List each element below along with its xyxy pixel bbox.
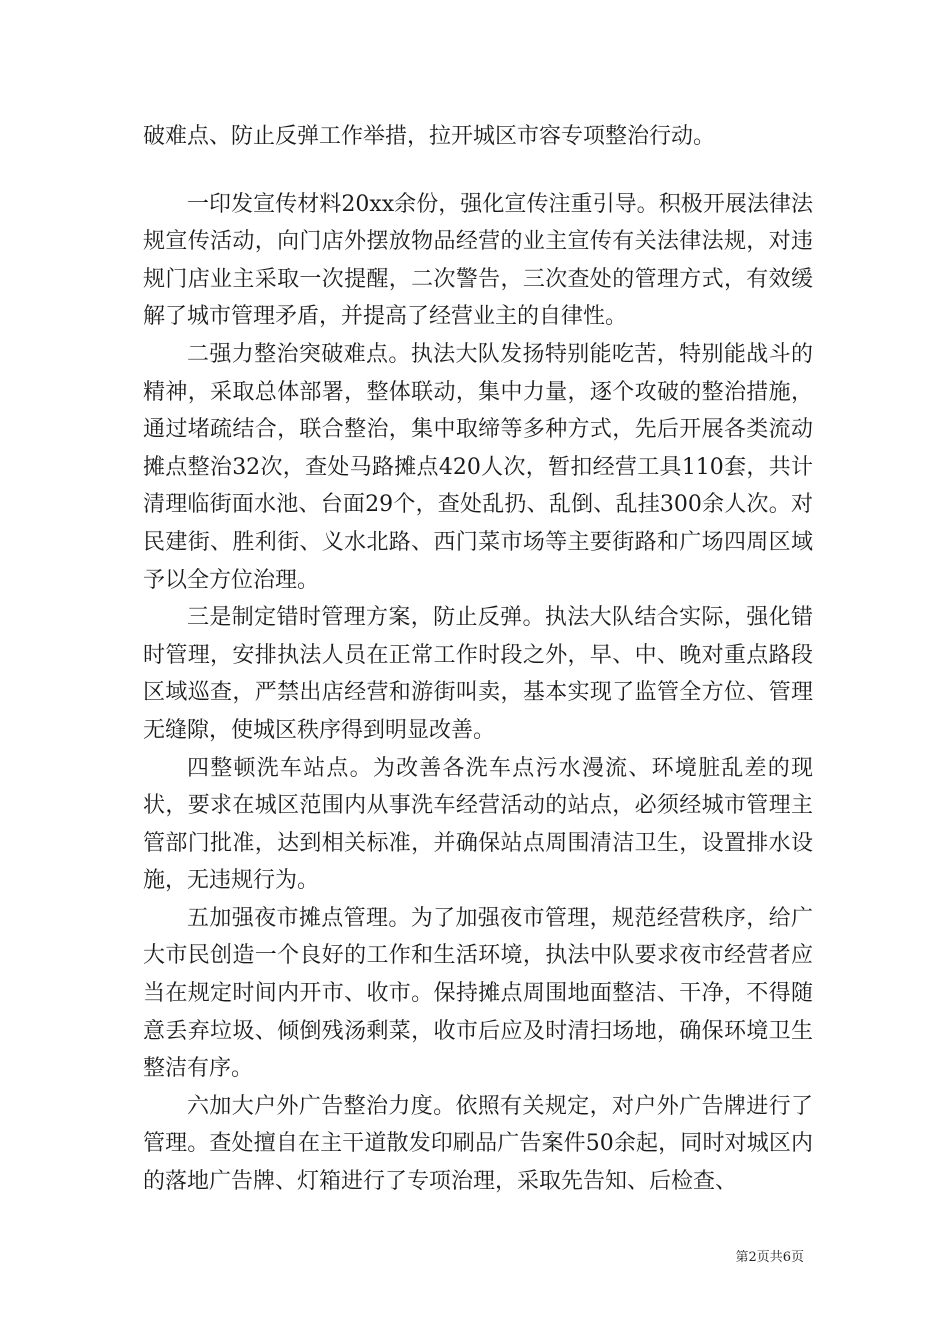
page-number-footer: 第2页共6页	[735, 1250, 804, 1265]
document-body	[143, 118, 813, 1201]
paragraph-item-5: 五加强夜市摊点管理。为了加强夜市管理，规范经营秩序，给广大市民创造一个良好的工作和生活环境，执法中队要求夜市经营者应当在规定时间内开市、收市。保持摊点周围地面整洁、干净，不得随意丢弃垃圾、倾倒残汤剩菜，收市后应及时清扫场地，确保环境卫生整洁有序。	[143, 905, 813, 1082]
paragraph-item-4: 四整顿洗车站点。为改善各洗车点污水漫流、环境脏乱差的现状，要求在城区范围内从事洗车经营活动的站点，必须经城市管理主管部门批准，达到相关标准，并确保站点周围清洁卫生，设置排水设施，无违规行为。	[143, 755, 813, 894]
paragraph-continuation: 破难点、防止反弹工作举措，拉开城区市容专项整治行动。	[143, 124, 716, 149]
paragraph-item-2: 二强力整治突破难点。执法大队发扬特别能吃苦，特别能战斗的精神，采取总体部署，整体联动，集中力量，逐个攻破的整治措施，通过堵疏结合，联合整治，集中取缔等多种方式，先后开展各类流动摊点整治32次，查处马路摊点420人次，暂扣经营工具110套，共计清理临街面水池、台面29个，查处乱扔、乱倒、乱挂300余人次。对民建街、胜利街、义水北路、西门菜市场等主要街路和广场四周区域予以全方位治理。	[143, 341, 813, 593]
paragraph-item-3: 三是制定错时管理方案，防止反弹。执法大队结合实际，强化错时管理，安排执法人员在正常工作时段之外，早、中、晚对重点路段区域巡查，严禁出店经营和游街叫卖，基本实现了监管全方位、管理无缝隙，使城区秩序得到明显改善。	[143, 605, 813, 743]
paragraph-item-6: 六加大户外广告整治力度。依照有关规定，对户外广告牌进行了管理。查处擅自在主干道散发印刷品广告案件50余起，同时对城区内的落地广告牌、灯箱进行了专项治理，采取先告知、后检查、	[143, 1093, 813, 1195]
paragraph-item-1: 一印发宣传材料20xx余份，强化宣传注重引导。积极开展法律法规宣传活动，向门店外摆放物品经营的业主宣传有关法律法规，对违规门店业主采取一次提醒，二次警告，三次查处的管理方式，有效缓解了城市管理矛盾，并提高了经营业主的自律性。	[143, 191, 813, 330]
